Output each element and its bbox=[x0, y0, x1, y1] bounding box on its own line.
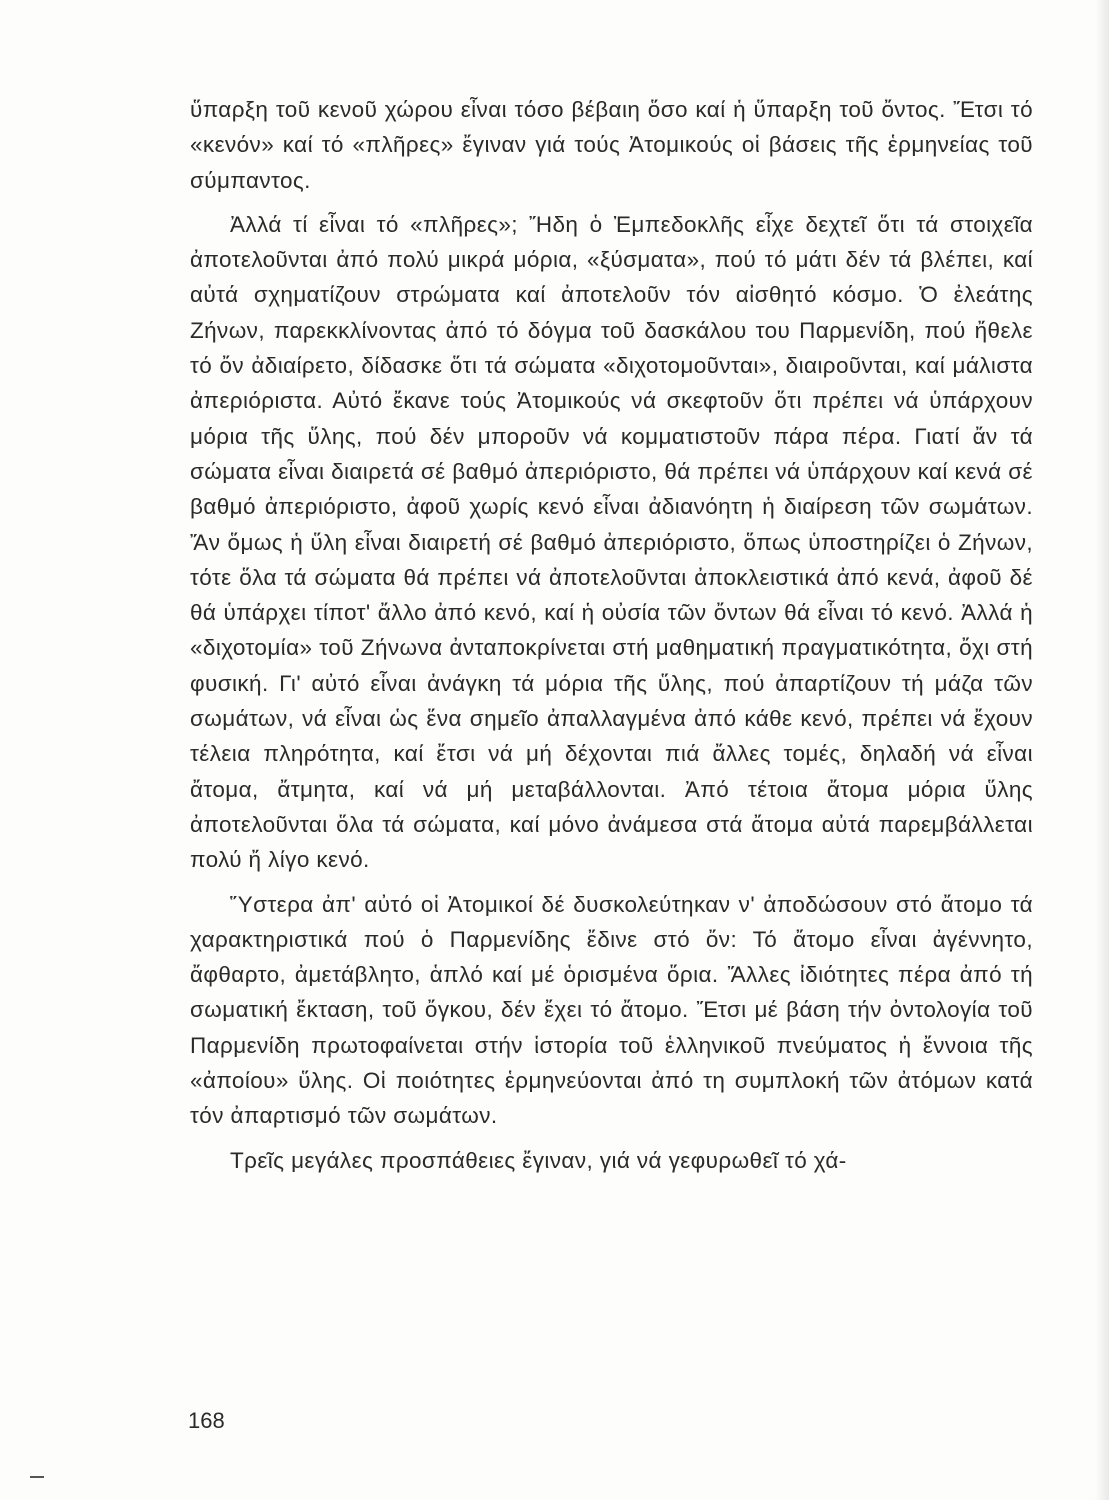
body-text bbox=[190, 92, 1033, 1178]
paragraph-4: Τρεῖς μεγάλες προσπάθειες ἔγιναν, γιά νά γεφυρωθεῖ τό χά- bbox=[230, 1147, 847, 1173]
paragraph-3: Ὕστερα ἀπ' αὐτό οἱ Ἀτομικοί δέ δυσκολεύτηκαν ν' ἀποδώσουν στό ἄτομο τά χαρακτηριστικά πού ὁ Παρμενίδης ἔδινε στό ὄν: Τό ἄτομο εἶναι ἀγέννητο, ἄφθαρτο, ἀμετάβλητο, ἁπλό καί μέ ὁρισμένα ὅρια. Ἄλλες ἰδιότητες πέρα ἀπό τή σωματική ἔκταση, τοῦ ὄγκου, δέν ἔχει τό ἄτομο. Ἔτσι μέ βάση τήν ὀντολογία τοῦ Παρμενίδη πρωτοφαίνεται στήν ἱστορία τοῦ ἑλληνικοῦ πνεύματος ἡ ἔννοια τῆς «ἀποίου» ὕλης. Οἱ ποιότητες ἑρμηνεύονται ἀπό τη συμπλοκή τῶν ἀτόμων κατά τόν ἀπαρτισμό τῶν σωμάτων. bbox=[190, 891, 1033, 1129]
page-number: 168 bbox=[188, 1408, 225, 1433]
page-edge-shadow bbox=[1095, 0, 1109, 1500]
paragraph-2: Ἀλλά τί εἶναι τό «πλῆρες»; Ἤδη ὁ Ἐμπεδοκλῆς εἶχε δεχτεῖ ὅτι τά στοιχεῖα ἀποτελοῦνται ἀπό πολύ μικρά μόρια, «ξύσματα», πού τό μάτι δέν τά βλέπει, καί αὐτά σχηματίζουν στρώματα καί ἀποτελοῦν τόν αἰσθητό κόσμο. Ὁ ἐλεάτης Ζήνων, παρεκκλίνοντας ἀπό τό δόγμα τοῦ δασκάλου του Παρμενίδη, πού ἤθελε τό ὄν ἀδιαίρετο, δίδασκε ὅτι τά σώματα «διχοτομοῦνται», διαιροῦνται, καί μάλιστα ἀπεριόριστα. Αὐτό ἔκανε τούς Ἀτομικούς νά σκεφτοῦν ὅτι πρέπει νά ὑπάρχουν μόρια τῆς ὕλης, πού δέν μποροῦν νά κομματιστοῦν πάρα πέρα. Γιατί ἄν τά σώματα εἶναι διαιρετά σέ βαθμό ἀπεριόριστο, θά πρέπει νά ὑπάρχουν καί κενά σέ βαθμό ἀπεριόριστο, ἀφοῦ χωρίς κενό εἶναι ἀδιανόητη ἡ διαίρεση τῶν σωμάτων. Ἄν ὅμως ἡ ὕλη εἶναι διαιρετή σέ βαθμό ἀπεριόριστο, ὅπως ὑποστηρίζει ὁ Ζήνων, τότε ὅλα τά σώματα θά πρέπει νά ἀποτελοῦνται ἀποκλειστικά ἀπό κενά, ἀφοῦ δέ θά ὑπάρχει τίποτ' ἄλλο ἀπό κενό, καί ἡ οὐσία τῶν ὄντων θά εἶναι τό κενό. Ἀλλά ἡ «διχοτομία» τοῦ Ζήνωνα ἀνταποκρίνεται στή μαθηματική πραγματικότητα, ὄχι στή φυσική. Γι' αὐτό εἶναι ἀνάγκη τά μόρια τῆς ὕλης, πού ἀπαρτίζουν τή μάζα τῶν σωμάτων, νά εἶναι ὡς ἕνα σημεῖο ἀπαλλαγμένα ἀπό κάθε κενό, πρέπει νά ἔχουν τέλεια πληρότητα, καί ἔτσι νά μή δέχονται πιά ἄλλες τομές, δηλαδή νά εἶναι ἄτομα, ἄτμητα, καί νά μή μεταβάλλονται. Ἀπό τέτοια ἄτομα μόρια ὕλης ἀποτελοῦνται ὅλα τά σώματα, καί μόνο ἀνάμεσα στά ἄτομα αὐτά παρεμβάλλεται πολύ ἤ λίγο κενό. bbox=[190, 211, 1033, 873]
scan-margin-mark bbox=[30, 1476, 44, 1478]
paragraph-1: ὕπαρξη τοῦ κενοῦ χώρου εἶναι τόσο βέβαιη ὅσο καί ἡ ὕπαρξη τοῦ ὄντος. Ἔτσι τό «κενόν» καί τό «πλῆρες» ἔγιναν γιά τούς Ἀτομικούς οἱ βάσεις τῆς ἑρμηνείας τοῦ σύμπαντος. bbox=[190, 97, 1033, 193]
